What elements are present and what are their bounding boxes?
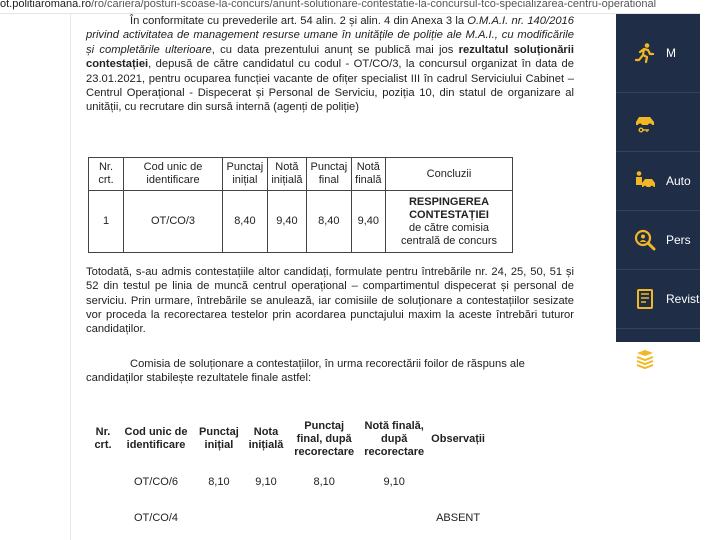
header-nota-finala: Notă finală [351, 158, 385, 191]
cell-nota-finala: 9,40 [351, 191, 385, 253]
cell-punctaj-initial: 8,40 [223, 191, 268, 253]
table-header-row [88, 414, 488, 464]
url-path: /ro/cariera/posturi-scoase-la-concurs/anunt-solutionare-contestatie-la-concursul-tco-specializarea-centru-operational [91, 0, 657, 10]
sidebar-item-label: P [666, 351, 675, 365]
header-cod: Cod unic de identificare [124, 158, 223, 191]
cell-observatii: ABSENT [436, 511, 481, 524]
table-row [88, 464, 488, 500]
magazine-icon [634, 288, 656, 310]
table-row [89, 191, 513, 253]
concluzii-bold: RESPINGEREA CONTESTAȚIEI [408, 195, 490, 221]
cell-nr [88, 500, 118, 536]
cell-nota-initiala: 9,40 [267, 191, 306, 253]
second-paragraph: Totodată, s-au admis contestațiile altor candidați, formulate pentru întrebările nr. 24, 25, 50, 51 și 52 din testul pe linia de muncă centrul operațional – compartimentul dispecerat și personal de serviciu. Prin urmare, întrebările se anulează, iar comisiile de soluționare a contestațiilor sesizate vor proceda la recorectarea testelor prin acordarea punctajului maxim la aceste întrebări tuturor candidaților. [86, 265, 574, 336]
sidebar-item-5[interactable] [616, 329, 700, 387]
person-car-icon [634, 170, 656, 192]
search-person-icon [634, 229, 656, 251]
intro-text-ordinance: O.M.A.I. nr. 140/2016 privind activitatea de management resurse umane în unitățile de poliție ale M.A.I., cu modificările și completările ulterioare [86, 15, 574, 56]
sidebar-item-4[interactable] [616, 270, 706, 329]
table-row [88, 500, 488, 536]
cell-cod: OT/CO/6 [133, 475, 178, 488]
header-nr: Nr. crt. [94, 426, 112, 451]
sidebar-item-2[interactable] [616, 152, 700, 211]
cell-cod: OT/CO/3 [124, 191, 223, 253]
sidebar-item-label: Revista [666, 292, 706, 306]
running-person-icon [634, 42, 656, 64]
page-divider [70, 14, 71, 540]
third-paragraph: Comisia de soluționare a contestațiilor, în urma recorectării foilor de răspuns ale candidaților stabilește rezultatele finale astfel: [86, 357, 525, 385]
cell-nota-finala: 9,10 [383, 475, 405, 488]
header-nota-finala: Notă finală, după recorectare [364, 419, 425, 458]
intro-text-result: rezultatul soluționării contestației [86, 43, 574, 71]
header-punctaj-final: Punctaj final, după recorectare [294, 419, 355, 458]
cell-nr [88, 464, 118, 500]
car-key-icon [634, 111, 656, 133]
concluzii-rest: de către comisia centrală de concurs [401, 221, 497, 247]
cell-nota-finala [360, 500, 428, 536]
cell-punctaj-initial [194, 500, 244, 536]
intro-text-c: , cu data prezentului anunț se publică mai jos [211, 43, 459, 56]
cell-nr: 1 [89, 191, 124, 253]
header-nota-initiala: Notă inițială [267, 158, 306, 191]
cell-punctaj-final [288, 500, 360, 536]
intro-text-e: , depusă de către candidatul cu codul - OT/CO/3, la concursul organizat în data de 23.01.2021, pentru ocuparea funcției vacante de ofițer specialist III în cadrul Serviciului Cabinet – Centrul Operațional - Dispecerat și Personal de Serviciu, poziția 10, din statul de organizare al unității, cu recrutare din sursă internă (agenți de poliție) [86, 58, 574, 114]
cell-observatii [428, 464, 488, 500]
header-cod: Cod unic de identificare [124, 426, 188, 451]
header-punctaj-final: Punctaj final [307, 158, 352, 191]
header-nota-initiala: Nota inițială [248, 426, 284, 451]
sidebar-item-3[interactable] [616, 211, 700, 270]
cell-nota-initiala: 9,10 [255, 475, 277, 488]
address-bar[interactable] [0, 0, 700, 14]
sidebar-menu [616, 14, 706, 365]
sidebar-item-label: Pers [666, 233, 691, 247]
stack-books-icon [634, 347, 656, 369]
sidebar-item-label: Auto [666, 174, 691, 188]
final-results-table [88, 414, 488, 536]
header-punctaj-initial: Punctaj inițial [223, 158, 268, 191]
header-punctaj-initial: Punctaj inițial [199, 426, 239, 451]
cell-cod: OT/CO/4 [133, 511, 178, 524]
sidebar-item-1[interactable] [616, 93, 700, 152]
intro-text-a: În conformitate cu prevederile art. 54 alin. 2 și alin. 4 din Anexa 3 la [130, 15, 468, 27]
table-header-row [89, 158, 513, 191]
cell-punctaj-initial: 8,10 [208, 475, 230, 488]
sidebar-item-0[interactable] [616, 14, 700, 93]
cell-punctaj-final: 8,10 [313, 475, 335, 488]
sidebar-item-label: M [666, 46, 676, 60]
url-host: ot.politiaromana.ro [0, 0, 92, 10]
cell-concluzii [386, 191, 513, 253]
header-observatii: Observații [431, 432, 485, 445]
intro-paragraph [86, 14, 574, 115]
cell-nota-initiala [244, 500, 288, 536]
header-concluzii: Concluzii [386, 158, 513, 191]
header-nr: Nr. crt. [89, 158, 124, 191]
contestation-result-table [88, 157, 513, 253]
cell-punctaj-final: 8,40 [307, 191, 352, 253]
